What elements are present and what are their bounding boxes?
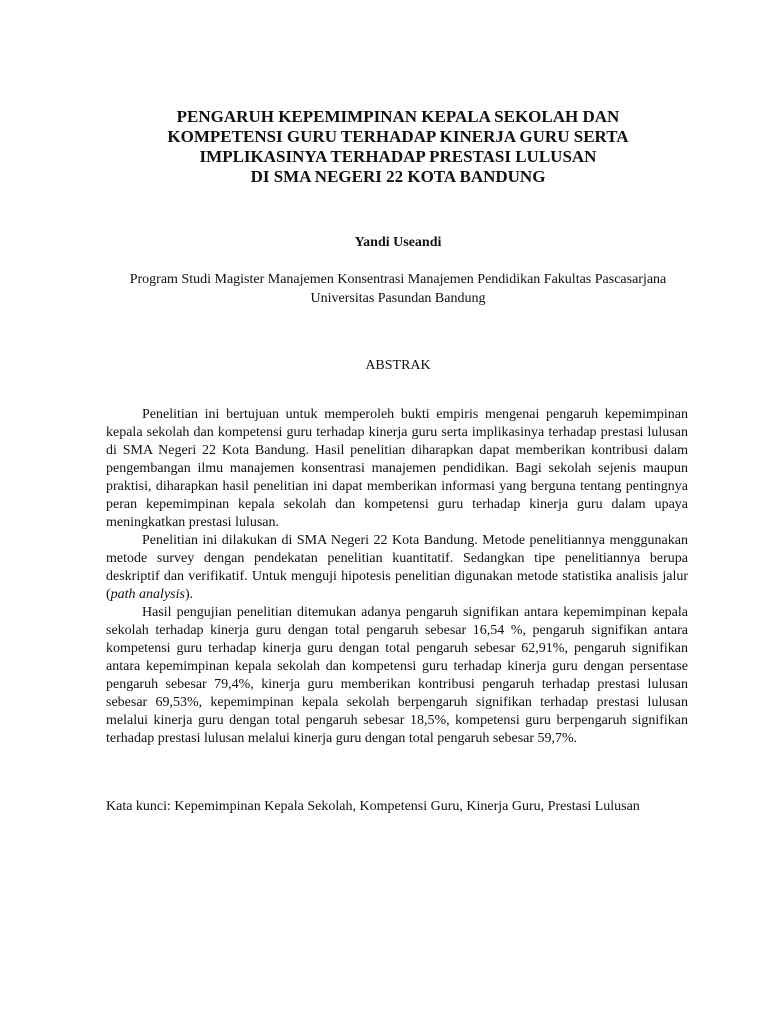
paper-title bbox=[100, 107, 696, 187]
paragraph-text: Penelitian ini dilakukan di SMA Negeri 22 Kota Bandung. Metode penelitiannya menggunakan metode survey dengan pendekatan penelitian kuantitatif. Sedangkan tipe penelitiannya berupa deskriptif dan verifikatif. Untuk menguji hipotesis penelitian digunakan metode statistika analisis jalur ( bbox=[106, 533, 688, 602]
abstract-heading: ABSTRAK bbox=[365, 358, 431, 373]
abstract-paragraph-1: Penelitian ini bertujuan untuk memperoleh bukti empiris mengenai pengaruh kepemimpinan kepala sekolah dan kompetensi guru terhadap kinerja guru serta implikasinya terhadap prestasi lulusan di SMA Negeri 22 Kota Bandung. Hasil penelitian diharapkan dapat memberikan kontribusi dalam pengembangan ilmu manajemen konsentrasi manajemen pendidikan. Bagi sekolah sejenis maupun praktisi, diharapkan hasil penelitian ini dapat memberikan informasi yang berguna tentang pentingnya peran kepemimpinan kepala sekolah dan kompetensi guru terhadap kinerja guru dalam upaya meningkatkan prestasi lulusan. bbox=[106, 407, 688, 530]
abstract-paragraph-3: Hasil pengujian penelitian ditemukan adanya pengaruh signifikan antara kepemimpinan kepala sekolah terhadap kinerja guru dengan total pengaruh sebesar 16,54 %, pengaruh signifikan antara kompetensi guru terhadap kinerja guru dengan total pengaruh sebesar 62,91%, pengaruh signifikan antara kepemimpinan kepala sekolah dan kompetensi guru terhadap kinerja guru dengan persentase pengaruh sebesar 79,4%, kinerja guru memberikan kontribusi pengaruh terhadap prestasi lulusan sebesar 69,53%, kepemimpinan kepala sekolah berpengaruh signifikan terhadap prestasi lulusan melalui kinerja guru dengan total pengaruh sebesar 18,5%, kompetensi guru berpengaruh signifikan terhadap prestasi lulusan melalui kinerja guru dengan total pengaruh sebesar 59,7%. bbox=[106, 605, 688, 746]
keywords: Kata kunci: Kepemimpinan Kepala Sekolah, Kompetensi Guru, Kinerja Guru, Prestasi Lulusan bbox=[106, 799, 640, 814]
title-line: IMPLIKASINYA TERHADAP PRESTASI LULUSAN bbox=[199, 147, 597, 166]
italic-term: path analysis bbox=[110, 587, 185, 602]
affiliation-line: Universitas Pasundan Bandung bbox=[310, 291, 486, 306]
title-line: PENGARUH KEPEMIMPINAN KEPALA SEKOLAH DAN bbox=[176, 107, 620, 126]
author-name: Yandi Useandi bbox=[354, 235, 442, 250]
title-line: KOMPETENSI GURU TERHADAP KINERJA GURU SERTA bbox=[167, 127, 629, 146]
abstract-paragraph-2 bbox=[106, 532, 688, 604]
title-line: DI SMA NEGERI 22 KOTA BANDUNG bbox=[250, 167, 546, 186]
affiliation-line: Program Studi Magister Manajemen Konsentrasi Manajemen Pendidikan Fakultas Pascasarjana bbox=[129, 272, 667, 287]
author-affiliation bbox=[100, 270, 696, 308]
paragraph-text: ). bbox=[184, 587, 194, 602]
abstract-body bbox=[106, 406, 688, 748]
